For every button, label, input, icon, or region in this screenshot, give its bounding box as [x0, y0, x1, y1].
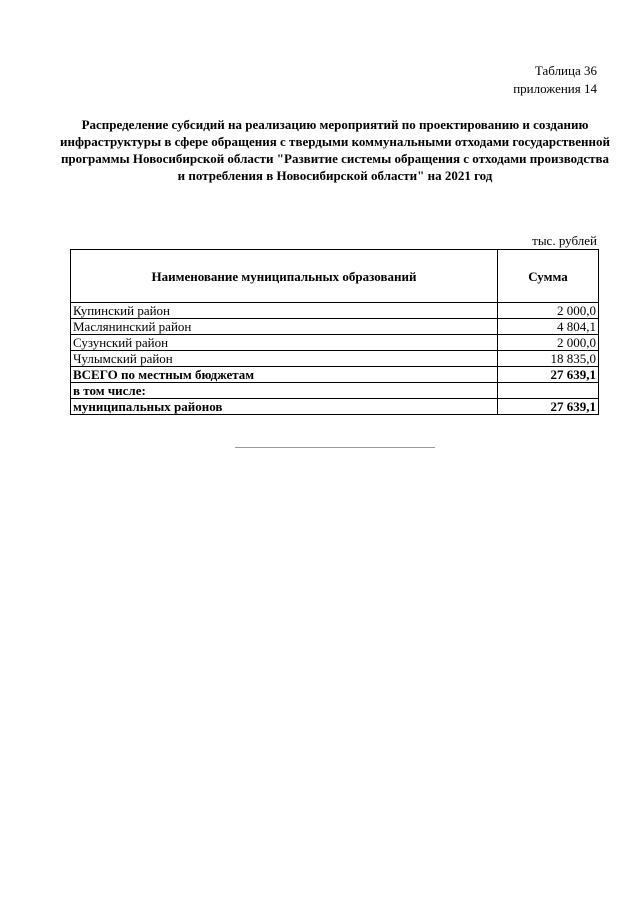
row-sum: 2 000,0: [498, 303, 599, 319]
total-row: [71, 367, 599, 383]
municipal-name: муниципальных районов: [71, 399, 498, 415]
table-row: [71, 303, 599, 319]
table-row: [71, 319, 599, 335]
table-row: [71, 351, 599, 367]
row-name: Маслянинский район: [71, 319, 498, 335]
municipal-row: [71, 399, 599, 415]
units-label: тыс. рублей: [532, 233, 597, 248]
row-name: Чулымский район: [71, 351, 498, 367]
document-title: Распределение субсидий на реализацию мероприятий по проектированию и созданию инфраструктуры в сфере обращения с твердыми коммунальными отходами государственной программы Новосибирской области "Развитие системы обращения с отходами производства и потребления в Новосибирской области" на 2021 год: [60, 117, 610, 183]
footer-divider: [235, 447, 435, 448]
including-name: в том числе:: [71, 383, 498, 399]
table-row: [71, 335, 599, 351]
appendix-label: приложения 14: [513, 81, 597, 96]
including-sum: [498, 383, 599, 399]
subsidy-table: [70, 249, 599, 415]
column-header-sum: Сумма: [498, 250, 599, 303]
municipal-sum: 27 639,1: [498, 399, 599, 415]
including-row: [71, 383, 599, 399]
row-name: Сузунский район: [71, 335, 498, 351]
table-number: Таблица 36: [534, 63, 597, 78]
total-name: ВСЕГО по местным бюджетам: [71, 367, 498, 383]
row-sum: 2 000,0: [498, 335, 599, 351]
total-sum: 27 639,1: [498, 367, 599, 383]
table-header-row: [71, 250, 599, 303]
table-header: [513, 62, 597, 98]
row-sum: 4 804,1: [498, 319, 599, 335]
column-header-name: Наименование муниципальных образований: [71, 250, 498, 303]
row-name: Купинский район: [71, 303, 498, 319]
row-sum: 18 835,0: [498, 351, 599, 367]
